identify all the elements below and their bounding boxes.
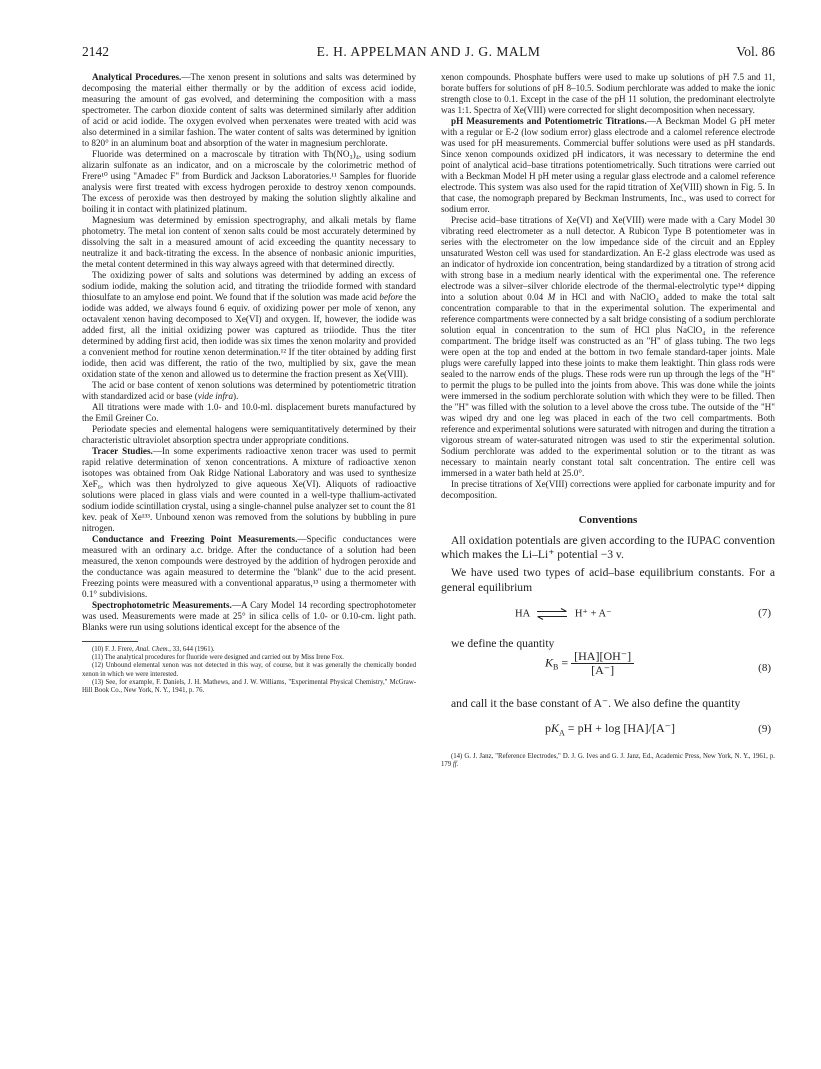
eq8-symbol: K: [545, 655, 554, 670]
running-header: [82, 44, 775, 72]
eq9-rhs: = pH + log [HA]/[A⁻]: [564, 721, 675, 736]
page-number: 2142: [82, 44, 109, 59]
run-in-heading: Analytical Procedures.: [92, 72, 182, 82]
eq9-subscript: A: [559, 728, 565, 738]
paragraph-define-quantity: we define the quantity: [451, 636, 555, 650]
footnote-10: (10) F. J. Frere, Anal. Chem., 33, 644 (1961).: [92, 646, 215, 653]
eq8-numerator: [HA][OH⁻]: [571, 651, 634, 664]
paragraph-periodate: Periodate species and elemental halogens were semiquantitatively determined by their characteristic ultraviolet absorption spectra under appropriate conditions.: [82, 424, 416, 445]
paragraph-tracer-studies: Tracer Studies.—In some experiments radioactive xenon tracer was used to permit rapid relative determination of xenon concentrations. A mixture of radioactive xenon isotopes was obtained from Oak Ridge National Laboratory and was used to synthesize XeF₆, which was then hydrolyzed to give aqueous Xe(VI). Aliquots of radioactive solutions were placed in glass vials and were counted in a well-type thallium-activated sodium iodide scintillation crystal, using a single-channel pulse analyzer set to count the 81 kev. peak of Xe¹³³. Unbound xenon was removed from the solutions by bubbling in pure nitrogen.: [82, 446, 417, 533]
paragraph-corrections: In precise titrations of Xe(VIII) corrections were applied for carbonate impurity and for decomposition.: [441, 479, 775, 500]
paragraph-oxidizing-power: The oxidizing power of salts and solutions was determined by adding an excess of sodium iodide, making the solution acid, and titrating the triiodide formed with standard thiosulfate to an amylose end point. We found that if the solution was made acid before the iodide was added, we always found 6 equiv. of oxidizing power per mole of xenon, any octavalent xenon having decomposed to Xe(VI) and oxygen. If, however, the iodide was added first, all the initial oxidizing power was captured as triiodide. Thus the titer determined by adding first acid, then iodide was six times the xenon molarity and provided a convenient method for routine xenon determination.¹² If the titer obtained by adding first iodide, then acid was different, the ratio of the two, multiplied by six, gave the mean oxidation state of the xenon and allowed us to determine the fraction present as Xe(VIII).: [82, 270, 416, 379]
eq8-subscript: B: [553, 662, 559, 672]
paragraph-ph-measurements: pH Measurements and Potentiometric Titrations.—A Beckman Model G pH meter with a regular or E-2 (low sodium error) glass electrode and a calomel reference electrode was used for pH measurements. Commercial buffer solutions were used as pH standards. Since xenon compounds oxidized pH indicators, it was necessary to determine the end point of analytical acid–base titrations potentiometrically. Such titrations were carried out with a Beckman Model H pH meter using a regular glass electrode and a calomel reference electrode. This system was also used for the rapid titration of Xe(VIII) shown in Fig. 5. In that case, the nomograph prepared by Beckman Instruments, Inc., was used to correct for sodium error.: [441, 116, 775, 214]
paragraph-oxidation-potentials: All oxidation potentials are given according to the IUPAC convention which makes the Li–Li⁺ potential −3 v.: [441, 534, 775, 562]
right-column: [441, 72, 775, 770]
equation-number-9: (9): [758, 723, 771, 736]
conventions-text-3: [441, 697, 775, 711]
paragraph-precise-titrations: Precise acid–base titrations of Xe(VI) and Xe(VIII) were made with a Cary Model 30 vibrating reed electrometer as a null detector. A Rubicon Type B potentiometer was in series with the electrometer on the low impedance side of the circuit and an Eppley unsaturated Weston cell was used for standardization. An E-2 glass electrode was used as an indicator of hydroxide ion concentration, being standardized by a titration of strong acid with strong base in a medium nearly identical with the experimental one. The reference electrode was a silver–silver chloride electrode of the thermal-electrolytic type¹⁴ dipping into a solution about 0.04 M in HCl and with NaClO₄ added to make the total salt concentration comparable to that in the experimental solution. The experimental and reference compartments were connected by a salt bridge consisting of a sodium perchlorate solution equal in concentration to the sum of HCl plus NaClO₄ in the reference compartment. The bridge itself was constructed as an "H" of glass tubing. The two legs were open at the top and ended at the bottom in two female standard-taper joints. Male plugs were carefully lapped into these joints to make them leaktight. Thin glass rods were sealed to the narrow ends of the plugs. These rods were run up through the legs of the "H" to permit the plugs to be pulled into the joints from above. This was done while the joints were immersed in the sodium perchlorate solution with which they were to be filled. Then the "H" was filled with the solution to a level above the cross tube. The outside of the "H" was wiped dry and one leg was placed in each of the two cell compartments. Both reference and experimental solutions were saturated with nitrogen and during the titration a vigorous stream of water-saturated nitrogen was used to stir the experimental solution. Sodium perchlorate was added to the experimental solution or to the titrant as was necessary to maintain nearly constant total salt concentration. The entire cell was immersed in a water bath held at 25.0°.: [441, 215, 775, 478]
eq8-denominator: [A⁻]: [591, 663, 615, 678]
equation-number-8: (8): [758, 662, 771, 675]
section-heading-conventions: Conventions: [578, 514, 638, 526]
paragraph-titrations: All titrations were made with 1.0- and 10.0-ml. displacement burets manufactured by the Emil Greiner Co.: [82, 402, 416, 423]
eq9-symbol: K: [551, 721, 560, 736]
equation-9: $pK_A$ = pH + log [HA]/[A⁻] (9): [545, 721, 771, 738]
footnote-12: (12) Unbound elemental xenon was not detected in this way, of course, but it was generally the chemically bonded xenon in which we were interested.: [82, 662, 416, 678]
equation-8: $K_B$ = $\frac{[HA][OH^-]}{[A^-]}$ (8): [545, 649, 771, 678]
equation-number-7: (7): [758, 606, 771, 619]
two-column-body: [82, 72, 775, 770]
paragraph-spectrophotometric: Spectrophotometric Measurements.—A Cary Model 14 recording spectrophotometer was used. Measurements were made at 25° in silica cells of 1.0- or 0.10-cm. light path. Blanks were run using solutions identical except for the absence of the: [82, 600, 416, 632]
volume-label: Vol. 86: [736, 44, 775, 59]
eq7-rhs: H⁺ + A⁻: [574, 608, 612, 620]
footnote-11: (11) The analytical procedures for fluoride were designed and carried out by Miss Irene Fox.: [92, 654, 344, 662]
footnote-rule: [82, 641, 138, 642]
eq7-lhs: HA: [515, 608, 530, 620]
paragraph-magnesium: Magnesium was determined by emission spectrography, and alkali metals by flame photometry. The metal ion content of xenon salts could be most accurately determined by dissolving the salt in a measured amount of acid exceeding the quantity necessary to neutralize it and back-titrating the excess. In the absence of nonbasic anionic impurities, the metal content determined in this way always agreed with that determined directly.: [82, 215, 416, 269]
running-title: E. H. APPELMAN AND J. G. MALM: [316, 44, 541, 59]
run-in-heading: Conductance and Freezing Point Measurements.: [92, 534, 298, 544]
paragraph-acid-base-content: The acid or base content of xenon solutions was determined by potentiometric titration with standardized acid or base (vide infra).: [82, 380, 416, 401]
equation-7: [441, 605, 775, 627]
footnote-13: (13) See, for example, F. Daniels, J. H. Mathews, and J. W. Williams, "Experimental Physical Chemistry," McGraw-Hill Book Co., New York, N. Y., 1941, p. 76.: [82, 678, 416, 695]
eq8-fraction: [571, 651, 634, 676]
left-column: [82, 72, 416, 770]
run-in-heading: Spectrophotometric Measurements.: [92, 600, 232, 610]
conventions-text: [441, 534, 775, 595]
paragraph-equilibrium-constants: We have used two types of acid–base equilibrium constants. For a general equilibrium: [441, 566, 775, 594]
paragraph-continuation: xenon compounds. Phosphate buffers were used to make up solutions of pH 7.5 and 11, borate buffers for solutions of pH 8–10.5. Sodium perchlorate was added to make the ionic strength close to 0.1. Except in the case of the pH 11 solution, the predominant electrolyte was 1:1. Spectra of Xe(VIII) were corrected for slight decomposition when necessary.: [441, 72, 775, 115]
equilibrium-arrows-icon: [536, 608, 568, 620]
footnote-14: (14) G. J. Janz, "Reference Electrodes," D. J. G. Ives and G. J. Janz, Ed., Academic Press, New York, N. Y., 1961, p. 179 ff.: [441, 753, 775, 769]
paragraph-fluoride: Fluoride was determined on a macroscale by titration with Th(NO₃)₄, using sodium alizarin sulfonate as an indicator, and on a microscale by the colorimetric method of Frere¹⁰ using "Amadec F" from Burdick and Jackson Laboratories.¹¹ Samples for fluoride analysis were first treated with excess hydrogen peroxide to destroy xenon compounds. The excess of peroxide was then destroyed by making the solution slightly alkaline and boiling it in contact with platinized platinum.: [82, 149, 416, 214]
run-in-heading: Tracer Studies.: [92, 446, 153, 456]
paragraph-analytical-procedures: Analytical Procedures.—The xenon present in solutions and salts was determined by decomposing the material either thermally or by the addition of excess acid iodide, measuring the amount of gas evolved, and determining the composition with a mass spectrometer. The carbon dioxide content of salts was determined similarly after addition of acid or acid iodide. The oxygen evolved when perxenates were treated with acid was also determined in a similar fashion. The water content of salts was determined by ignition to 820° in an aluminum boat and absorption of the water in magnesium perchlorate.: [82, 72, 417, 148]
run-in-heading: pH Measurements and Potentiometric Titrations.: [451, 116, 647, 126]
paragraph-conductance: Conductance and Freezing Point Measurements.—Specific conductances were measured with an ordinary a.c. bridge. After the conductance of a solution had been measured, the xenon compounds were destroyed by the addition of hydrogen peroxide and the conductance was again measured to determine the "blank" due to the acid present. Freezing points were measured with a conventional apparatus,¹³ using a thermometer with 0.1° subdivisions.: [82, 534, 416, 599]
paragraph-base-constant: and call it the base constant of A⁻. We also define the quantity: [451, 697, 741, 711]
